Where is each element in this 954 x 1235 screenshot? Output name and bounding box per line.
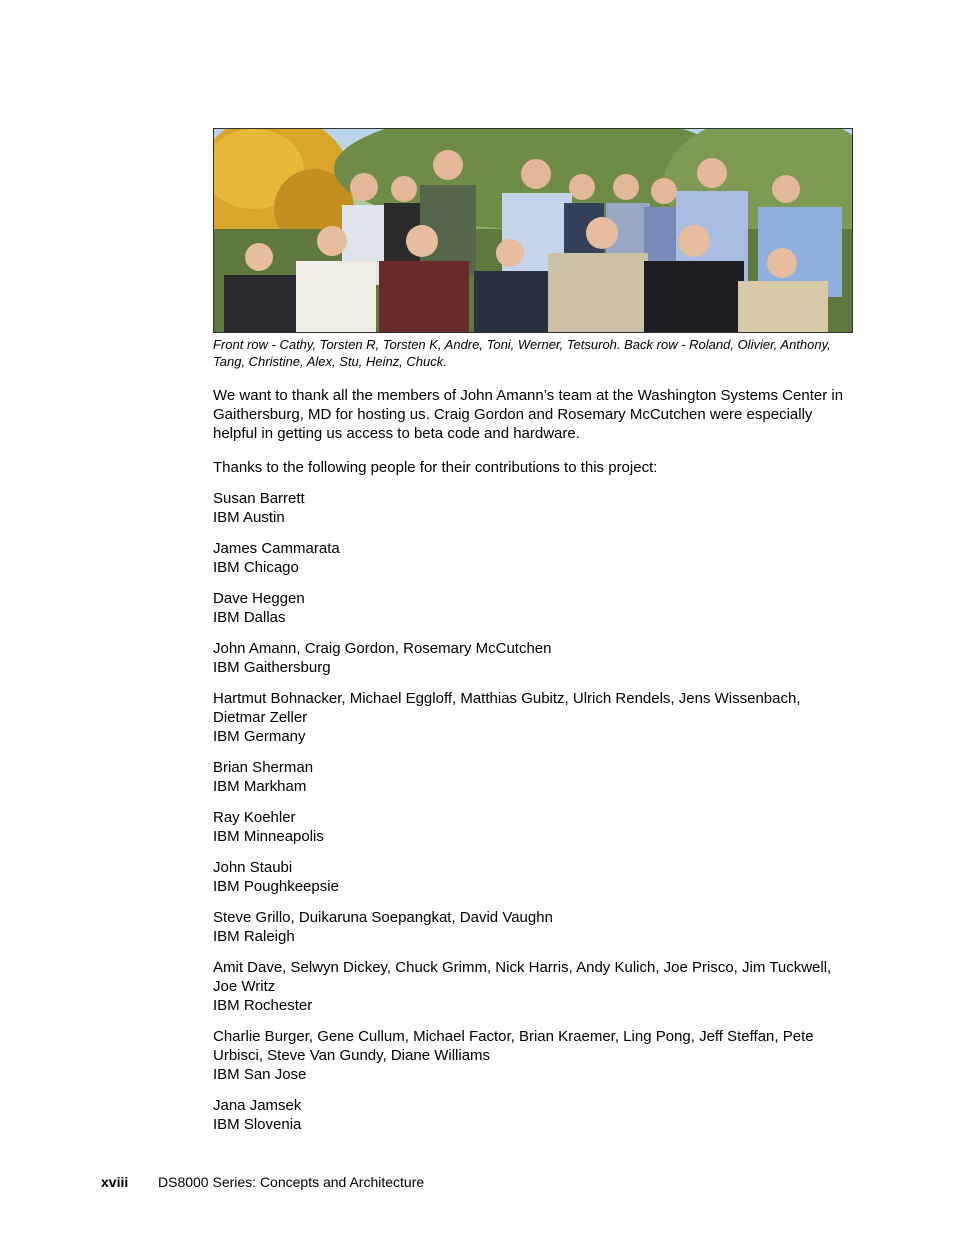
contributor-group (213, 758, 853, 796)
contributor-names: Amit Dave, Selwyn Dickey, Chuck Grimm, Nick Harris, Andy Kulich, Joe Prisco, Jim Tuckwell, Joe Writz (213, 959, 832, 995)
contributor-names: John Amann, Craig Gordon, Rosemary McCutchen (213, 640, 552, 657)
team-photo (213, 128, 853, 333)
contributor-group (213, 1096, 853, 1134)
page-footer (101, 1173, 424, 1191)
contributor-names: Brian Sherman (213, 759, 314, 776)
contributor-names: John Staubi (213, 859, 293, 876)
contributor-location: IBM Rochester (213, 997, 313, 1014)
contributor-names: Ray Koehler (213, 809, 296, 826)
contributor-location: IBM Gaithersburg (213, 659, 331, 676)
contributor-group (213, 639, 853, 677)
contributor-location: IBM Dallas (213, 609, 286, 626)
contributor-location: IBM Markham (213, 778, 307, 795)
contributor-group (213, 958, 853, 1015)
contributor-group (213, 858, 853, 896)
contributors-lead: Thanks to the following people for their contributions to this project: (213, 459, 658, 476)
contributor-location: IBM San Jose (213, 1066, 307, 1083)
contributor-group (213, 589, 853, 627)
contributor-location: IBM Germany (213, 728, 306, 745)
contributor-group (213, 1027, 853, 1084)
contributor-names: James Cammarata (213, 540, 340, 557)
book-title: DS8000 Series: Concepts and Architecture (158, 1174, 425, 1190)
contributor-location: IBM Raleigh (213, 928, 295, 945)
page-number: xviii (101, 1174, 129, 1190)
contributor-group (213, 489, 853, 527)
contributor-location: IBM Minneapolis (213, 828, 324, 845)
team-photo-illustration (214, 129, 852, 332)
photo-caption: Front row - Cathy, Torsten R, Torsten K, Andre, Toni, Werner, Tetsuroh. Back row - Roland, Olivier, Anthony, Tang, Christine, Alex, Stu, Heinz, Chuck. (213, 337, 831, 369)
contributor-location: IBM Poughkeepsie (213, 878, 339, 895)
contributor-names: Jana Jamsek (213, 1097, 302, 1114)
acknowledgements-body (213, 386, 853, 1146)
contributor-group (213, 689, 853, 746)
contributor-group (213, 539, 853, 577)
contributor-names: Dave Heggen (213, 590, 305, 607)
contributor-location: IBM Chicago (213, 559, 299, 576)
contributor-location: IBM Slovenia (213, 1116, 302, 1133)
contributor-names: Hartmut Bohnacker, Michael Eggloff, Matthias Gubitz, Ulrich Rendels, Jens Wissenbach, Dietmar Zeller (213, 690, 801, 726)
contributor-location: IBM Austin (213, 509, 285, 526)
contributor-group (213, 808, 853, 846)
intro-paragraph: We want to thank all the members of John Amann’s team at the Washington Systems Center in Gaithersburg, MD for hosting us. Craig Gordon and Rosemary McCutchen were especially helpful in getting us access to beta code and hardware. (213, 387, 844, 442)
contributor-names: Charlie Burger, Gene Cullum, Michael Factor, Brian Kraemer, Ling Pong, Jeff Steffan, Pete Urbisci, Steve Van Gundy, Diane Williams (213, 1028, 814, 1064)
contributor-group (213, 908, 853, 946)
contributor-names: Steve Grillo, Duikaruna Soepangkat, David Vaughn (213, 909, 553, 926)
contributor-names: Susan Barrett (213, 490, 305, 507)
